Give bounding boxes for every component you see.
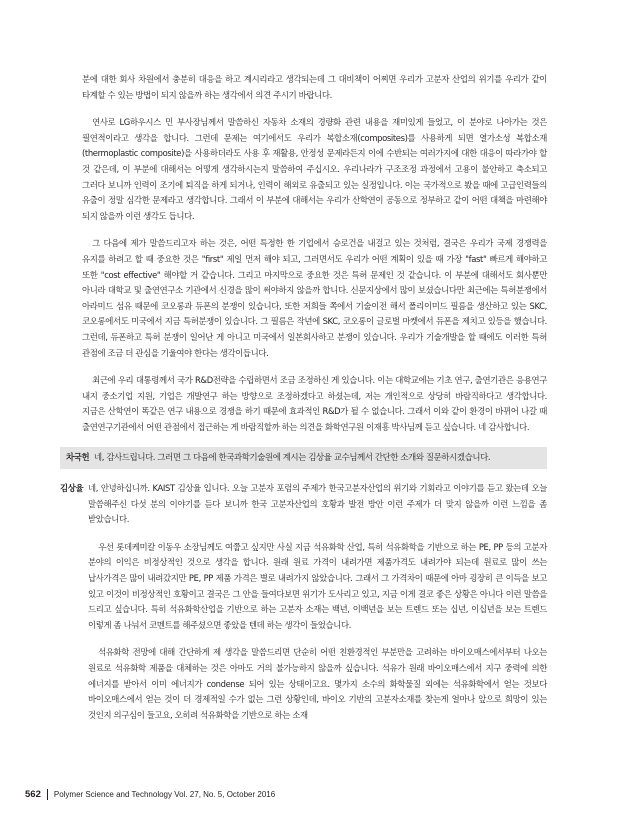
- journal-citation: Polymer Science and Technology Vol. 27, No. 5, October 2016: [53, 790, 276, 799]
- speaker-turn: [60, 481, 547, 723]
- speaker-turn-body: [88, 481, 547, 723]
- paragraph: 우선 롯데케미칼 이동우 소장님께도 여쭙고 싶지만 사실 지금 석유화학 산업, 특히 석유화학을 기반으로 하는 PE, PP 등의 고분자 분야의 이익은 비정상적인 것으로 생각을 합니다. 원래 원료 가격이 내려가면 제품가격도 내려가야 되는데 원료로 많이 쓰는 납사가격은 많이 내려갔지만 PE, PP 제품 가격은 별로 내려가지 않았습니다. 그래서 그 가격차이 때문에 아마 굉장히 큰 이득을 보고 있고 이것이 비정상적인 호황이고 결국은 그 안을 들여다보면 위기가 도사리고 있고, 지금 이게 결코 좋은 상황은 아니다 이런 말씀을 드리고 싶습니다. 특히 석유화학산업을 기반으로 하는 고분자 소재는 백년, 이백년을 보는 트렌드 또는 십년, 이십년을 보는 트렌드 이렇게 좀 나눠서 코멘트를 해주셨으면 좋았을 텐데 하는 생각이 들었습니다.: [88, 541, 547, 630]
- paragraph: 최근에 우리 대통령께서 국가 R&D전략을 수립하면서 조금 조정하신 게 있습니다. 이는 대학교에는 기초 연구, 출연기관은 응용연구 내지 중소기업 지원, 기업은 개발연구 하는 방향으로 조정하겠다고 하셨는데, 저는 개인적으로 상당히 바람직하다고 생각합니다. 지금은 산학연이 똑같은 연구 내용으로 경쟁을 하기 때문에 효과적인 R&D가 될 수 없습니다. 그래서 이와 같이 환경이 바뀌어 나갈 때 출연연구기관에서 어떤 관점에서 접근하는 게 바람직할까 하는 의견을 화학연구원 이재흥 박사님께 듣고 싶습니다. 네 감사합니다.: [82, 375, 547, 432]
- speaker-name: 차국헌: [66, 452, 90, 463]
- paragraph: 분에 대한 회사 차원에서 충분히 대응을 하고 계시리라고 생각되는데 그 대비책이 어찌면 우리가 고분자 산업의 위기를 우리가 같이 타계할 수 있는 방법이 되지 않을까 하는 생각에서 의견 주시기 바랍니다.: [82, 74, 547, 100]
- article-body: [60, 72, 547, 723]
- page-footer: [25, 789, 275, 800]
- remark-text: 네, 감사드립니다. 그러면 그 다음에 한국과학기술원에 계시는 김상율 교수님께서 간단한 소개와 질문하시겠습니다.: [94, 452, 491, 463]
- speaker-name: 김상율: [60, 483, 84, 494]
- paragraph: 그 다음에 제가 말씀드리고자 하는 것은, 어떤 특정한 한 기업에서 승로건을 내걸고 있는 것처럼, 결국은 우리가 국제 경쟁력을 유지를 하려고 할 때 중요한 것은 "first" 제일 먼저 해야 되고, 그러면서도 우리가 어떤 계획이 있을 때 가장 "fast" 빠르게 해야하고 또한 "cost effective" 해야할 거 같습니다. 그리고 마지막으로 중요한 것은 특허 문제인 것 같습니다. 이 부분에 대해서도 회사뿐만 아니라 대학교 및 출연연구소 기관에서 신경을 많이 써야하지 않을까 합니다. 신문지상에서 많이 보셨습니다만 최근에는 특허분쟁에서 아라미드 섬유 때문에 코오롱과 듀폰의 분쟁이 있습니다, 또한 저희들 쪽에서 기술이전 해서 폴리이미드 필름을 생산하고 있는 SKC, 코오롱에서도 미국에서 지금 특허분쟁이 있습니다. 그 필름은 작년에 SKC, 코오롱이 글로벌 마켓에서 듀폰을 제치고 있등을 했습니다. 그런데, 듀폰하고 특허 분쟁이 일어난 게 아니고 미국에서 일본회사하고 분쟁이 있습니다. 우리가 기술개발을 할 때에도 이러한 특허 관점에 조금 더 관심을 기울여야 한다는 생각이듭니다.: [82, 238, 547, 358]
- speech-continuation: [82, 115, 547, 435]
- footer-divider: [47, 789, 48, 800]
- page-number: 562: [25, 789, 41, 800]
- paragraph: 석유화학 전망에 대해 간단하게 제 생각을 말씀드리면 단순히 어떤 친환경적인 부분만을 고려하는 바이오매스에서부터 나오는 원료로 석유화학 제품을 대체하는 것은 아마도 거의 불가능하지 않을까 싶습니다. 석유가 원래 바이오매스에서 지구 중력에 의한 에너지를 받아서 이미 에너지가 condense 되어 있는 상태이고요. 몇가지 소수의 화학물질 외에는 석유화학에서 얻는 것보다 바이오매스에서 얻는 것이 더 경제적일 수가 없는 그런 상황인데, 바이오 기반의 고분자소재를 찾는게 얼마나 앞으로 희망이 있는 것인지 의구심이 들고요, 오히려 석유화학을 기반으로 하는 소재: [88, 647, 547, 720]
- moderator-remark: [60, 447, 547, 469]
- paragraph: 연사로 LG하우시스 민 부사장님께서 말씀하신 자동차 소재의 경량화 관련 내용을 재미있게 들었고, 이 분야로 나아가는 것은 필연적이라고 생각을 합니다. 그런데 문제는 여기에서도 우리가 복합소재(composites)를 사용하게 되면 열가소성 복합소재(thermoplastic composite)을 사용하더라도 사용 후 재활용, 안정성 문제라든지 이에 수반되는 여러가지에 대한 대응이 따라가야 할 것 같은데, 이 부분에 대해서는 어떻게 생각하시는지 말씀하여 주십시오. 우리나라가 구조조정 과정에서 고용이 불안하고 축소되고 그러다 보니까 인력이 조기에 퇴직을 하게 되거나, 인력이 해외로 유출되고 있는 실정입니다. 이는 국가적으로 봤을 때에 고급인력들의 유출이 정말 심각한 문제라고 생각합니다. 그래서 이 부분에 대해서는 우리가 산학연이 공동으로 정부하고 같이 어떤 대책을 마련해야 되지 않을까 이런 생각도 듭니다.: [82, 117, 547, 221]
- paragraph: 네, 안녕하십니까. KAIST 김상율 입니다. 오늘 고분자 포럼의 주제가 한국고분자산업의 위기와 기회라고 이야기를 듣고 왔는데 오늘 말씀해주신 다섯 분의 이야기를 듣다 보니까 한국 고분자산업의 호황과 발전 방안 이런 주제가 더 맞지 않을까 이런 느낌을 좀 받았습니다.: [88, 483, 547, 525]
